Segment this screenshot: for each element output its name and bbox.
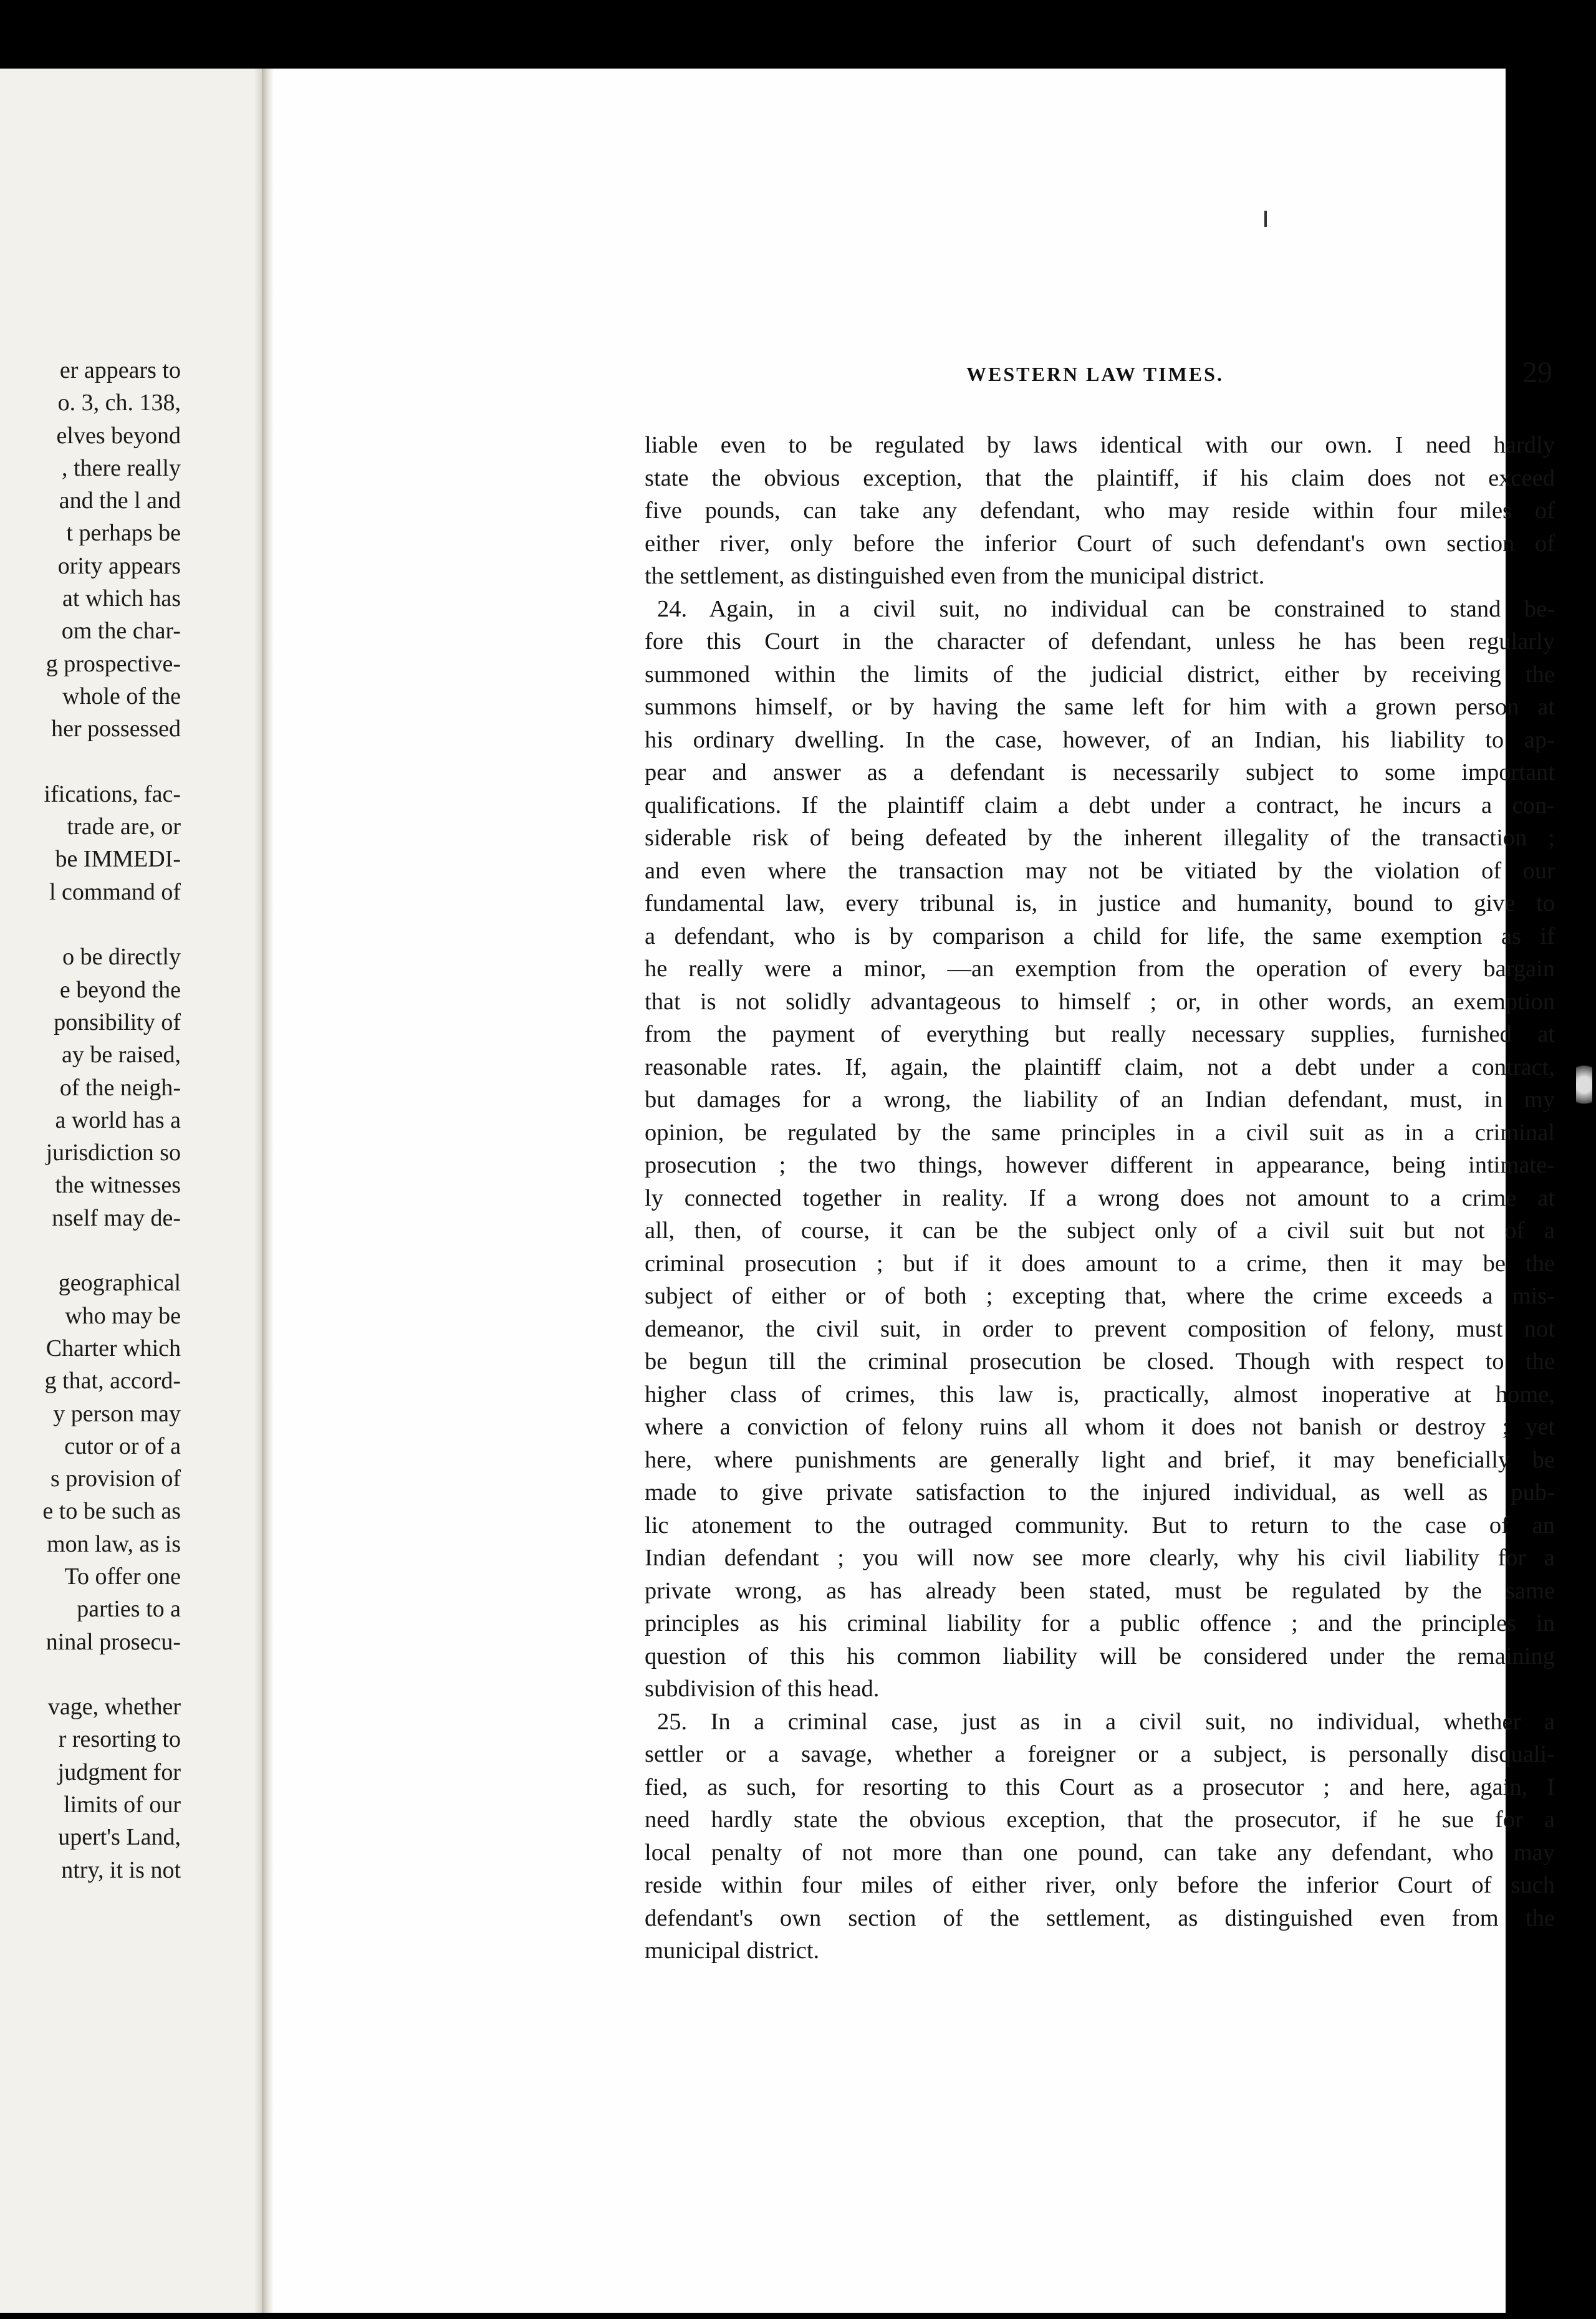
left-page-line: Charter which — [46, 1335, 181, 1361]
left-page-line: s provision of — [50, 1466, 181, 1492]
left-page-line: a world has a — [55, 1107, 181, 1133]
left-page-line: g that, accord- — [44, 1368, 181, 1395]
body-line: liable even to be regulated by laws identical with our own. I need hardly — [645, 432, 1555, 458]
left-page-line: ority appears — [57, 552, 181, 579]
body-line: all, then, of course, it can be the subject only of a civil suit but not of a — [645, 1217, 1555, 1244]
left-page-line: who may be — [65, 1302, 181, 1329]
body-line: subdivision of this head. — [645, 1676, 880, 1702]
body-line: prosecution ; the two things, however different in appearance, being intimate- — [645, 1152, 1555, 1178]
body-line: defendant's own section of the settlement, as distinguished even from the — [645, 1904, 1555, 1931]
left-page-line: e to be such as — [42, 1498, 181, 1525]
left-page-line: geographical — [58, 1270, 181, 1297]
body-line: opinion, be regulated by the same principles in a civil suit as in a criminal — [645, 1119, 1555, 1146]
body-line: but damages for a wrong, the liability of an Indian defendant, must, in my — [645, 1087, 1555, 1113]
body-line: Indian defendant ; you will now see more clearly, why his civil liability for a — [645, 1545, 1555, 1571]
left-page-line: limits of our — [64, 1792, 181, 1818]
edge-speck — [1576, 1060, 1592, 1110]
left-page-line: nself may de- — [52, 1204, 181, 1231]
left-page-line: r resorting to — [58, 1726, 181, 1753]
body-line: he really were a minor, —an exemption from the operation of every bargain — [645, 956, 1555, 982]
body-line: 25. In a criminal case, just as in a civil suit, no individual, whether a — [657, 1708, 1555, 1735]
left-page-line: parties to a — [77, 1596, 181, 1623]
left-page-line: e beyond the — [59, 976, 181, 1003]
left-page-line: y person may — [53, 1400, 181, 1427]
left-page-line: be IMMEDI- — [55, 846, 181, 873]
left-page-line: cutor or of a — [64, 1433, 181, 1459]
body-line: his ordinary dwelling. In the case, however, of an Indian, his liability to ap- — [645, 726, 1555, 753]
left-page-line: at which has — [62, 585, 181, 612]
body-line: municipal district. — [645, 1937, 820, 1964]
body-line: be begun till the criminal prosecution be closed. Though with respect to the — [645, 1348, 1555, 1375]
left-page-line: trade are, or — [67, 814, 181, 840]
body-line: criminal prosecution ; but if it does amount to a crime, then it may be the — [645, 1250, 1555, 1277]
left-page-line: ninal prosecu- — [46, 1628, 181, 1655]
left-page-line: To offer one — [64, 1563, 181, 1590]
body-line: fied, as such, for resorting to this Court as a prosecutor ; and here, again, I — [645, 1774, 1555, 1800]
body-line: pear and answer as a defendant is necessarily subject to some important — [645, 759, 1555, 785]
body-line: a defendant, who is by comparison a child for life, the same exemption as if — [645, 923, 1555, 949]
body-line: private wrong, as has already been stated, must be regulated by the same — [645, 1577, 1555, 1604]
left-page-line — [0, 746, 181, 778]
left-page-line: o. 3, ch. 138, — [57, 390, 181, 416]
left-page-line: er appears to — [59, 357, 181, 383]
left-page-line — [0, 1234, 181, 1267]
left-page-line: o be directly — [62, 944, 181, 971]
body-line: state the obvious exception, that the plaintiff, if his claim does not exceed — [645, 464, 1555, 491]
body-line: fundamental law, every tribunal is, in justice and humanity, bound to give to — [645, 890, 1555, 916]
left-page-line: ay be raised, — [62, 1042, 181, 1068]
body-line: reasonable rates. If, again, the plaintiff claim, not a debt under a contract, — [645, 1054, 1555, 1080]
left-page-line — [0, 908, 181, 941]
body-line: summoned within the limits of the judicial district, either by receiving the — [645, 661, 1555, 688]
body-line: settler or a savage, whether a foreigner or a subject, is personally disquali- — [645, 1741, 1555, 1767]
left-page-line: ntry, it is not — [61, 1856, 181, 1883]
body-line: here, where punishments are generally light and brief, it may beneficially be — [645, 1446, 1555, 1473]
body-line: and even where the transaction may not be vitiated by the violation of our — [645, 857, 1555, 884]
left-page-line: jurisdiction so — [46, 1140, 181, 1166]
left-page-line: elves beyond — [56, 422, 181, 449]
left-page-line: g prospective- — [46, 650, 181, 677]
scan-mark — [1264, 211, 1267, 227]
body-line: higher class of crimes, this law is, practically, almost inoperative at home, — [645, 1381, 1555, 1408]
body-line: where a conviction of felony ruins all whom it does not banish or destroy ; yet — [645, 1414, 1555, 1440]
left-page-line: ifications, fac- — [44, 780, 181, 807]
body-line: question of this his common liability will be considered under the remaining — [645, 1643, 1555, 1669]
body-line: five pounds, can take any defendant, who may reside within four miles of — [645, 497, 1555, 524]
body-line: subject of either or of both ; excepting that, where the crime exceeds a mis- — [645, 1283, 1555, 1309]
body-line: need hardly state the obvious exception, that the prosecutor, if he sue for a — [645, 1807, 1555, 1833]
body-line: siderable risk of being defeated by the inherent illegality of the transaction ; — [645, 825, 1555, 851]
left-page-line: the witnesses — [55, 1172, 181, 1199]
left-page-line: t perhaps be — [66, 520, 181, 547]
body-line: ly connected together in reality. If a wrong does not amount to a crime at — [645, 1184, 1555, 1211]
body-line: lic atonement to the outraged community. But to return to the case of an — [645, 1512, 1555, 1539]
left-facing-page — [0, 69, 265, 2313]
left-page-line — [0, 1658, 181, 1691]
left-page-text — [0, 354, 181, 1886]
left-page-line: and the l and — [59, 487, 181, 514]
body-line: demeanor, the civil suit, in order to prevent composition of felony, must not — [645, 1315, 1555, 1342]
left-page-line: vage, whether — [47, 1694, 181, 1721]
body-line: qualifications. If the plaintiff claim a debt under a contract, he incurs a con- — [645, 792, 1555, 819]
body-line: from the payment of everything but really necessary supplies, furnished at — [645, 1021, 1555, 1047]
running-head: WESTERN LAW TIMES. — [966, 363, 1224, 385]
body-line: reside within four miles of either river, only before the inferior Court of such — [645, 1872, 1555, 1898]
body-line: made to give private satisfaction to the injured individual, as well as pub- — [645, 1479, 1555, 1505]
body-line: 24. Again, in a civil suit, no individual can be constrained to stand be- — [657, 595, 1555, 622]
left-page-line: , there really — [62, 454, 181, 481]
body-line: principles as his criminal liability for a public offence ; and the principles in — [645, 1610, 1555, 1636]
book-binding — [262, 69, 274, 2313]
body-line: that is not solidly advantageous to himself ; or, in other words, an exemption — [645, 988, 1555, 1015]
body-line: fore this Court in the character of defendant, unless he has been regularly — [645, 628, 1555, 655]
left-page-line: ponsibility of — [54, 1009, 181, 1035]
left-page-line: om the char- — [61, 618, 181, 645]
body-line: the settlement, as distinguished even from the municipal district. — [645, 563, 1265, 589]
main-page — [274, 69, 1555, 2313]
body-line: either river, only before the inferior Court of such defendant's own section of — [645, 530, 1555, 557]
left-page-line: her possessed — [51, 716, 181, 742]
left-page-line: upert's Land, — [58, 1824, 181, 1851]
left-page-line: judgment for — [57, 1759, 181, 1785]
body-text — [645, 429, 1555, 1967]
body-line: summons himself, or by having the same left for him with a grown person at — [645, 694, 1555, 720]
left-page-line: of the neigh- — [59, 1074, 181, 1101]
left-page-line: mon law, as is — [47, 1530, 181, 1557]
left-page-line: whole of the — [62, 683, 181, 709]
page-number: 29 — [1522, 356, 1552, 389]
body-line: local penalty of not more than one pound, can take any defendant, who may — [645, 1839, 1555, 1866]
left-page-line: l command of — [49, 878, 181, 905]
